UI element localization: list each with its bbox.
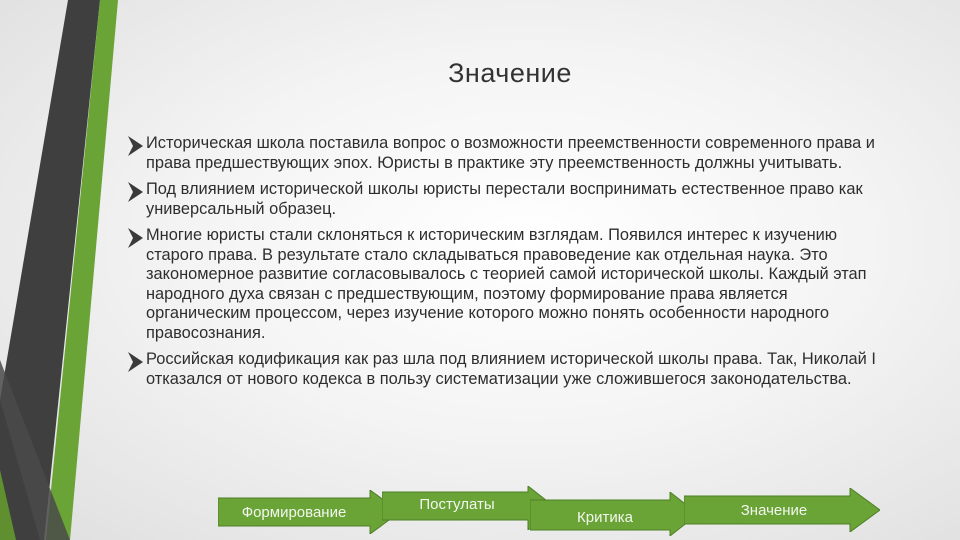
slide-title: Значение [448,58,572,88]
decorative-stripes [0,0,130,540]
bullet-text: Многие юристы стали склоняться к историческим взглядам. Появился интерес к изучению старого права. В результате стало складываться правоведение как отдельная наука. Это закономерное развитие согласовывалось с теорией самой исторической школы. Каждый этап народного духа связан с предшествующим, поэтому формирование права является органическим процессом, через изучение которого можно понять особенности народного правосознания. [146,226,867,342]
bullet-item [126,350,886,389]
nav-label: Постулаты [419,495,495,513]
bullet-item [126,180,886,219]
arrow-bullet-icon [126,350,146,374]
bullet-list [126,134,886,396]
arrow-bullet-icon [126,134,146,158]
nav-label: Критика [577,508,633,526]
arrow-bullet-icon [126,180,146,204]
nav-label: Значение [740,501,808,519]
nav-arrow-kritika[interactable] [530,492,698,536]
bullet-item [126,226,886,343]
navigation-arrows [218,486,898,536]
bullet-text: Историческая школа поставила вопрос о возможности преемственности современного права и права предшествующих эпох. Юристы в практике эту преемственность должны учитывать. [146,134,875,172]
nav-arrow-formirovanie[interactable] [218,490,400,534]
bullet-item [126,134,886,173]
nav-arrow-znachenie[interactable] [684,488,880,532]
arrow-bullet-icon [126,226,146,250]
bullet-text: Российская кодификация как раз шла под влиянием исторической школы права. Так, Николай I отказался от нового кодекса в пользу систематизации уже сложившегося законодательства. [146,350,876,388]
nav-label: Формирование [241,503,347,521]
bullet-text: Под влиянием исторической школы юристы перестали воспринимать естественное право как универсальный образец. [146,180,863,218]
